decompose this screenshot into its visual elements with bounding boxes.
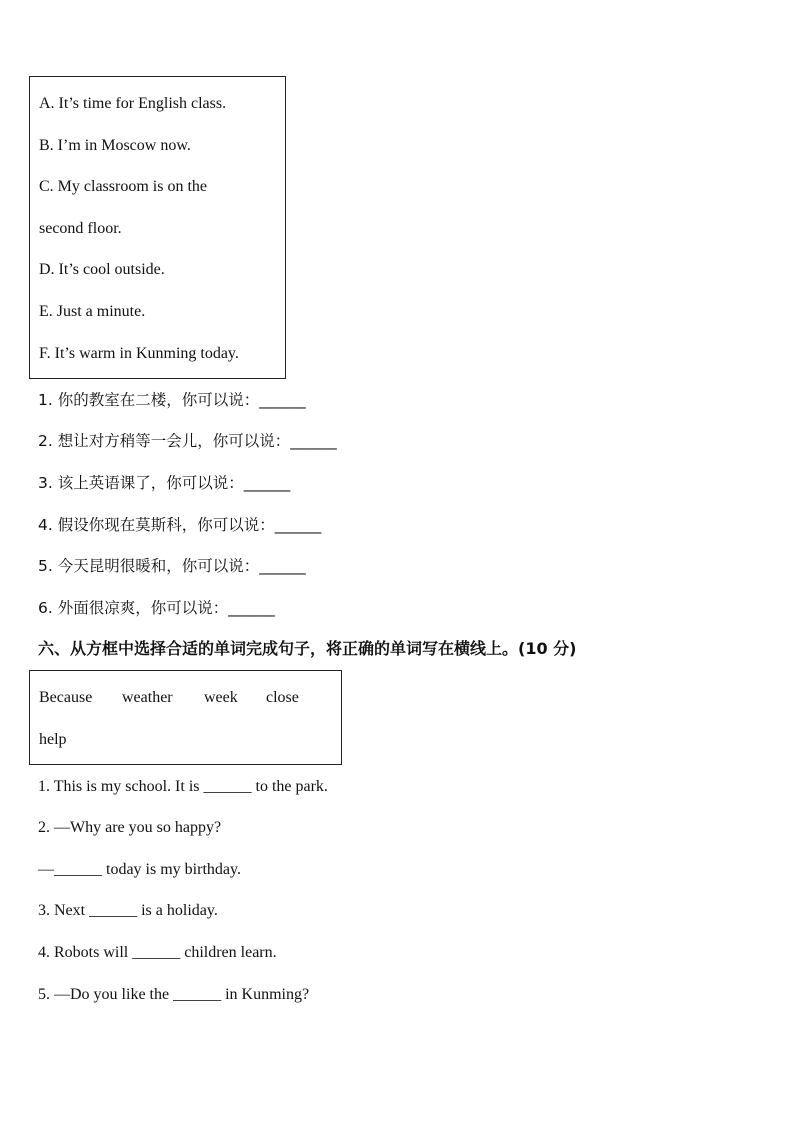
- word-box: [29, 670, 342, 765]
- situation-6: 6. 外面很凉爽，你可以说：______: [38, 599, 275, 617]
- option-a: A. It’s time for English class.: [39, 95, 227, 112]
- option-c-continued: second floor.: [39, 220, 122, 237]
- word-week: week: [204, 689, 238, 706]
- sentence-5: 5. —Do you like the ______ in Kunming?: [38, 986, 310, 1003]
- situation-3: 3. 该上英语课了，你可以说：______: [38, 474, 291, 492]
- option-d: D. It’s cool outside.: [39, 261, 165, 278]
- option-b: B. I’m in Moscow now.: [39, 137, 191, 154]
- sentence-2-answer: —______ today is my birthday.: [38, 861, 241, 878]
- option-c: C. My classroom is on the: [39, 178, 207, 195]
- situation-4: 4. 假设你现在莫斯科，你可以说：______: [38, 516, 322, 534]
- word-weather: weather: [122, 689, 173, 706]
- sentence-1: 1. This is my school. It is ______ to the park.: [38, 778, 328, 795]
- sentence-4: 4. Robots will ______ children learn.: [38, 944, 277, 961]
- options-box: [29, 76, 286, 379]
- section-6-heading: 六、从方框中选择合适的单词完成句子，将正确的单词写在横线上。(10 分): [38, 639, 577, 658]
- situation-2: 2. 想让对方稍等一会儿，你可以说：______: [38, 432, 337, 450]
- sentence-3: 3. Next ______ is a holiday.: [38, 902, 218, 919]
- situation-1: 1. 你的教室在二楼，你可以说：______: [38, 391, 306, 409]
- sentence-2-question: 2. —Why are you so happy?: [38, 819, 222, 836]
- word-close: close: [266, 689, 299, 706]
- word-because: Because: [39, 689, 93, 706]
- situation-5: 5. 今天昆明很暖和，你可以说：______: [38, 557, 306, 575]
- word-help: help: [39, 731, 67, 748]
- option-e: E. Just a minute.: [39, 303, 146, 320]
- option-f: F. It’s warm in Kunming today.: [39, 345, 239, 362]
